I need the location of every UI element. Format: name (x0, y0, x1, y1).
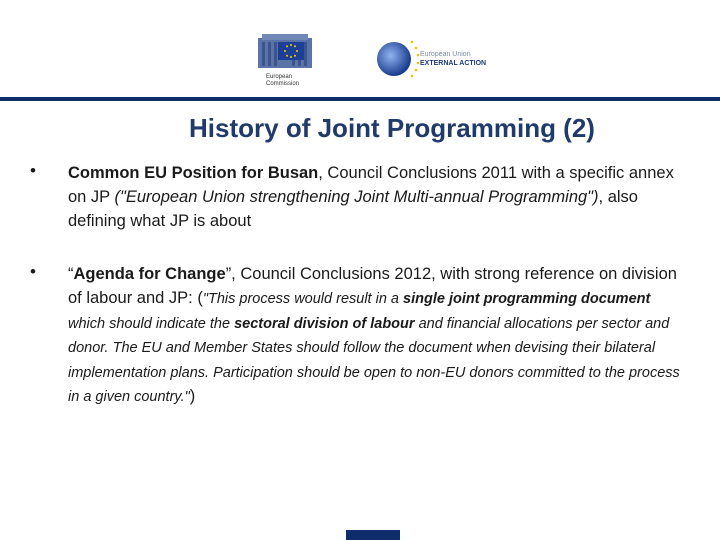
ec-logo-text (266, 74, 299, 88)
bullet1-bold-lead: Common EU Position for Busan (68, 164, 319, 182)
bullet2-quote-open: “ (68, 265, 74, 283)
bullet2-qb2: sectoral division of labour (234, 315, 415, 332)
ec-logo-line1: European (266, 74, 293, 80)
bullet1-rest1: , Council Conclusions 2011 with a specific annex on JP (68, 164, 674, 206)
eeas-logo-line2: EXTERNAL ACTION (420, 60, 487, 67)
bullet1-rest2: , also defining what JP is about (68, 188, 638, 230)
eu-flag-icon (278, 42, 304, 60)
bullet2-qb1: single joint programming document (403, 291, 651, 307)
bullet-marker-1: • (30, 161, 36, 180)
footer-tab (346, 530, 400, 540)
globe-stars-icon (374, 36, 420, 82)
bullet2-quote (68, 291, 680, 405)
bullet2-close: ) (189, 387, 196, 405)
header-divider-bar (0, 97, 720, 101)
bullet1-italic: ("European Union strengthening Joint Multi-annual Programming") (114, 188, 599, 206)
bullet2-q1: "This process would result in a (202, 291, 404, 307)
eeas-logo-line1: European Union (420, 51, 471, 58)
bullet2-rest1: ”, Council Conclusions 2012, with strong reference on division of labour and JP: ( (68, 265, 677, 307)
bullet-text-1 (68, 161, 688, 233)
slide-title: History of Joint Programming (2) (189, 113, 595, 143)
bullet-text-2 (68, 262, 688, 409)
ec-logo-line2: Commission (266, 81, 300, 87)
bullet2-q2: which should indicate the (68, 315, 235, 332)
bullet-marker-2: • (30, 262, 36, 281)
bullet2-bold-lead: Agenda for Change (73, 265, 226, 283)
bullet2-q3: and financial allocations per sector and donor. The EU and Member States should follow the document when devising their bilateral implementation plans. Participation should be open to non-EU donors committed to the process in a given country." (68, 315, 680, 405)
